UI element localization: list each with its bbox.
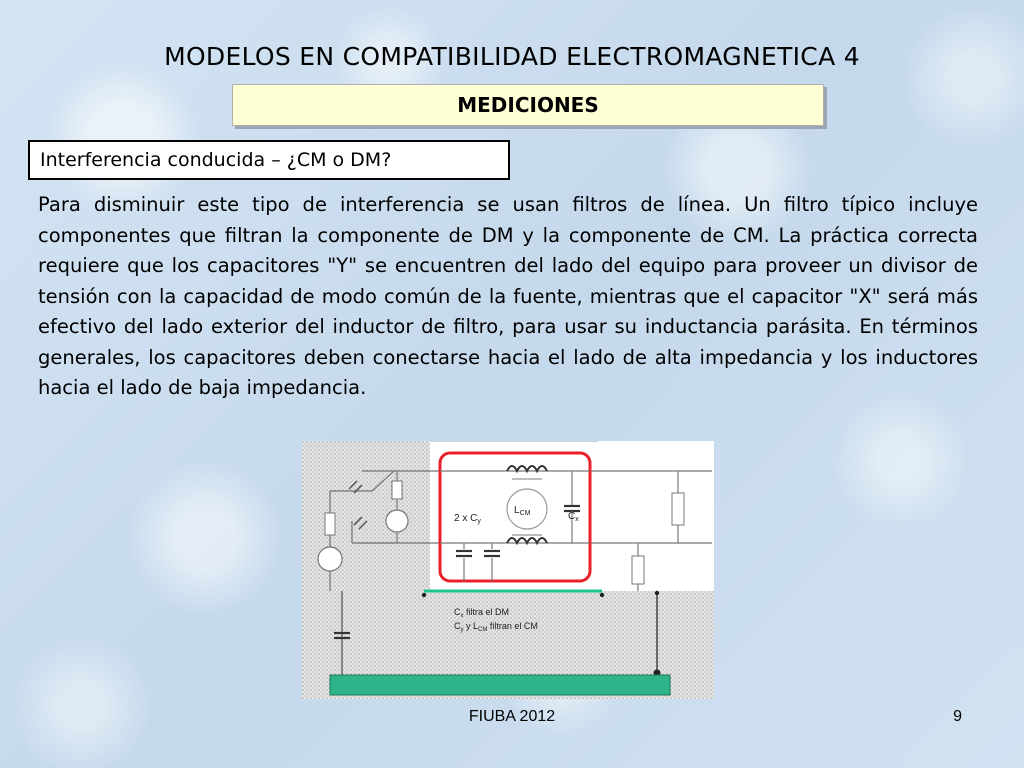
subtitle-box	[28, 140, 510, 180]
page-number: 9	[953, 708, 962, 725]
body-paragraph: Para disminuir este tipo de interferencia se usan filtros de línea. Un filtro típico incluye componentes que filtran la componente de DM y la componente de CM. La práctica correcta requiere que los capacitores "Y" se encuentren del lado del equipo para proveer un divisor de tensión con la capacidad de modo común de la fuente, mientras que el capacitor "X" será más efectivo del lado exterior del inductor de filtro, para usar su inductancia parásita. En términos generales, los capacitores deben conectarse hacia el lado de alta impedancia y los inductores hacia el lado de baja impedancia.	[38, 193, 978, 399]
slide-title: MODELOS EN COMPATIBILIDAD ELECTROMAGNETICA 4	[164, 42, 860, 71]
caption-line-2: $C_y$ y $L_{CM}$ filtran el CM	[454, 621, 538, 633]
source-generator-icon	[318, 547, 342, 571]
load-resistor-2-icon	[632, 556, 644, 584]
line-filter-diagram	[302, 441, 714, 699]
source-region	[302, 441, 430, 591]
source-resistor-icon	[325, 513, 335, 535]
section-label: MEDICIONES	[457, 93, 599, 117]
footer-institution: FIUBA 2012	[468, 708, 556, 725]
cy-label: 2 x $C_y$	[454, 513, 481, 525]
common-mode-core-icon	[507, 489, 547, 529]
section-banner	[232, 84, 824, 126]
ground-plane	[330, 675, 670, 695]
circuit-svg	[302, 441, 714, 699]
caption-line-1: $C_x$ filtra el DM	[454, 607, 510, 619]
subtitle-text: Interferencia conducida – ¿CM o DM?	[40, 149, 392, 171]
cx-label: $C_x$	[568, 511, 579, 523]
load-resistor-1-icon	[672, 493, 684, 525]
load-region	[598, 441, 714, 591]
lcm-label: $L_{CM}$	[514, 505, 531, 517]
